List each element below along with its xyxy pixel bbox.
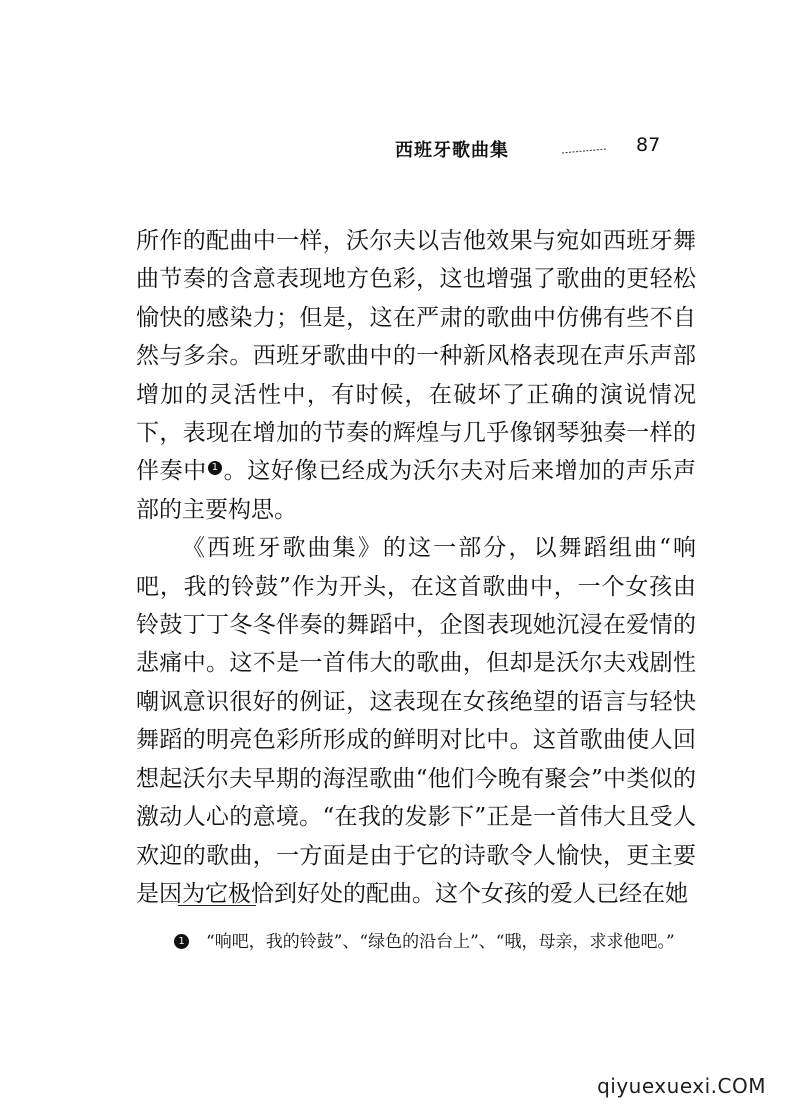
paragraph-2: 《西班牙歌曲集》的这一部分，以舞蹈组曲“响吧，我的铃鼓”作为开头，在这首歌曲中，一个女孩由铃鼓丁丁冬冬伴奏的舞蹈中，企图表现她沉浸在爱情的悲痛中。这不是一首伟大的歌曲，但却是沃尔夫戏剧性嘲讽意识很好的例证，这表现在女孩绝望的语言与轻快舞蹈的明亮色彩所形成的鲜明对比中。这首歌曲使人回想起沃尔夫早期的海涅歌曲“他们今晚有聚会”中类似的激动人心的意境。“在我的发影下”正是一首伟大且受人欢迎的歌曲，一方面是由于它的诗歌令人愉快，更主要是因为它极恰到好处的配曲。这个女孩的爱人已经在她: [136, 535, 696, 907]
body-text: [136, 222, 696, 913]
footnote-marker: 1: [174, 934, 189, 949]
footnote-reference[interactable]: 1: [208, 461, 222, 475]
watermark: qiyuexuexi.COM: [597, 1074, 766, 1098]
footnote-divider: [178, 905, 256, 906]
paragraph-1-text-b: 。这好像已经成为沃尔夫对后来增加的声乐声部的主要构思。: [136, 458, 697, 523]
page-number: 87: [636, 134, 661, 156]
paragraph-1: [136, 222, 696, 529]
running-header: [0, 136, 794, 168]
footnote: [178, 930, 698, 954]
footnote-text: “响吧，我的铃鼓”、“绿色的沿台上”、“哦，母亲，求求他吧。”: [206, 932, 675, 952]
paragraph-1-text-a: 所作的配曲中一样，沃尔夫以吉他效果与宛如西班牙舞曲节奏的含意表现地方色彩，这也增强了歌曲的更轻松愉快的感染力；但是，这在严肃的歌曲中仿佛有些不自然与多余。西班牙歌曲中的一种新风格表现在声乐声部增加的灵活性中，有时候，在破坏了正确的演说情况下，表现在增加的节奏的辉煌与几乎像钢琴独奏一样的伴奏中: [136, 228, 696, 485]
running-title: 西班牙歌曲集: [395, 140, 509, 161]
header-ornament: [560, 147, 608, 155]
